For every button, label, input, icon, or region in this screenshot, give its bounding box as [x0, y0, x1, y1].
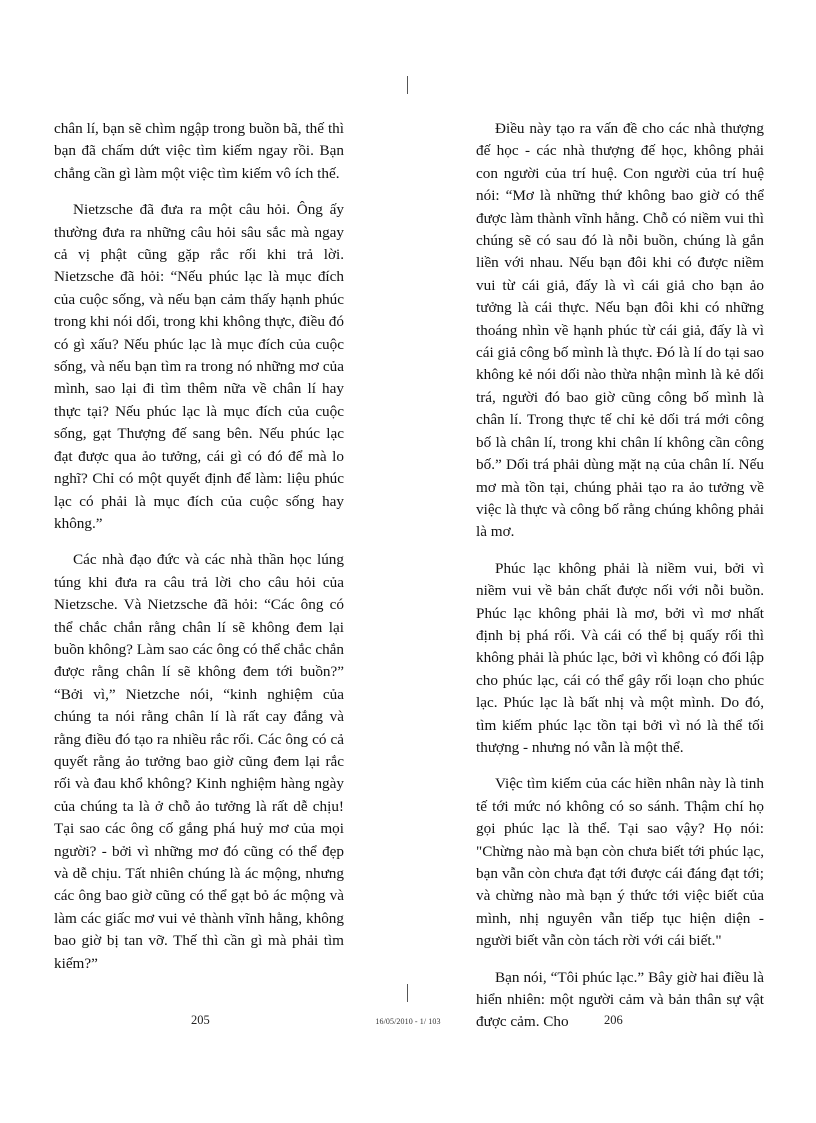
right-paragraph-1: Điều này tạo ra vấn đề cho các nhà thượng đế học - các nhà thượng đế học, không phải con người của trí huệ. Con người của trí huệ nói: “Mơ là những thứ không bao giờ có thể được làm thành vĩnh hằng. Chỗ có niềm vui thì chúng sẽ có sau đó là nỗi buồn, chúng là gắn liền với nhau. Nếu bạn đôi khi có được niềm vui từ cái giả, đấy là vì cái giả cho bạn ảo tưởng là cái thực. Nếu bạn đôi khi có những thoáng nhìn về hạnh phúc từ cái giả, đấy là vì cái giả công bố mình là thực. Đó là lí do tại sao không kẻ nói dối nào thừa nhận mình là kẻ dối trá, người đó bao giờ cũng công bố mình là chân lí. Trong thực tế chỉ kẻ dối trá mới công bố là chân lí, trong khi chân lí không cần công bố.” Dối trá phải dùng mặt nạ của chân lí. Nếu mơ mà tồn tại, chúng phải tạo ra ảo tưởng về việc là thực và công bố rằng chúng không phải là mơ. — [476, 120, 764, 541]
left-paragraph-1: chân lí, bạn sẽ chìm ngập trong buồn bã, thế thì bạn đã chấm dứt việc tìm kiếm ngay rồi. Bạn chẳng cần gì làm một việc tìm kiếm vô ích thế. — [54, 120, 344, 182]
right-page-text-column — [476, 118, 764, 1048]
right-paragraph-3: Việc tìm kiếm của các hiền nhân này là tinh tế tới mức nó không có so sánh. Thậm chí họ gọi phúc lạc là thể. Tại sao vậy? Họ nói: "Chừng nào mà bạn còn chưa biết tới phúc lạc, bạn vẫn còn chưa đạt tới được cái đáng đạt tới; và chừng nào mà bạn ý thức tới việc biết của mình, nhị nguyên vẫn tiếp tục hiện diện - người biết vẫn còn tách rời với cái biết." — [476, 775, 764, 950]
print-stamp: 16/05/2010 - 1/ 103 — [375, 1017, 441, 1026]
left-page-number: 205 — [191, 1013, 210, 1027]
gutter-fold-mark-top — [407, 76, 408, 94]
right-page-number: 206 — [604, 1013, 623, 1027]
left-paragraph-3: Các nhà đạo đức và các nhà thần học lúng túng khi đưa ra câu trả lời cho câu hỏi của Nietzsche. Và Nietzsche đã hỏi: “Các ông có thể chắc chắn rằng chân lí sẽ không đem lại buồn không? Làm sao các ông có thể chắc chắn được rằng chân lí sẽ không đem tới buồn?” “Bởi vì,” Nietzche nói, “kinh nghiệm của chúng ta nói rằng chân lí là rất cay đắng và rằng điều đó tạo ra nhiều rắc rối. Các ông có cả quyết rằng ảo tưởng bao giờ cũng đem lại rắc rối và đau khổ không? Kinh nghiệm hàng ngày của chúng ta là ở chỗ ảo tưởng là rất dễ chịu! Tại sao các ông cố gắng phá huỷ mơ của mọi người? - bởi vì những mơ đó cũng có thể đẹp và dễ chịu. Tất nhiên chúng là ác mộng, nhưng các ông bao giờ cũng có thể gạt bỏ ác mộng và làm các giấc mơ vui vẻ thành vĩnh hằng, không bao giờ bị tan vỡ. Thế thì cần gì mà phải tìm kiếm?” — [54, 551, 344, 972]
right-paragraph-4: Bạn nói, “Tôi phúc lạc.” Bây giờ hai điều là hiển nhiên: một người cảm và bản thân sự vật được cảm. Cho — [476, 968, 764, 1031]
left-paragraph-2: Nietzsche đã đưa ra một câu hỏi. Ông ấy thường đưa ra những câu hỏi sâu sắc mà ngay cả vị phật cũng gặp rắc rối khi trả lời. Nietzsche đã hỏi: “Nếu phúc lạc là mục đích của cuộc sống, và nếu bạn cảm thấy hạnh phúc trong khi nói dối, trong khi không thực, điều đó có gì xấu? Nếu phúc lạc là mục đích của cuộc sống, và nếu bạn tìm ra trong nó những mơ của mình, sao lại đi tìm thêm nữa về chân lí hay thực tại? Nếu phúc lạc là mục đích của cuộc sống, gạt Thượng đế sang bên. Nếu phúc lạc đạt được qua ảo tưởng, cái gì có đó để mà lo nghĩ? Chỉ có một quyết định để làm: liệu phúc lạc có phải là mục đích của cuộc sống hay không.” — [54, 201, 344, 532]
gutter-fold-mark-bottom — [407, 984, 408, 1002]
left-page-text-column — [54, 118, 344, 989]
right-paragraph-2: Phúc lạc không phải là niềm vui, bởi vì niềm vui về bản chất được nối với nỗi buồn. Phúc lạc không phải là mơ, bởi vì mơ nhất định bị phá rối. Và cái có thể bị quấy rối thì không phải là phúc lạc, bởi vì không có đối lập cho phúc lạc, cái có thể gây rối loạn cho phúc lạc. Phúc lạc là bất nhị và một mình. Do đó, tìm kiếm phúc lạc tồn tại bởi vì nó là thể tối thượng - nhưng nó vẫn là một thể. — [476, 559, 764, 756]
